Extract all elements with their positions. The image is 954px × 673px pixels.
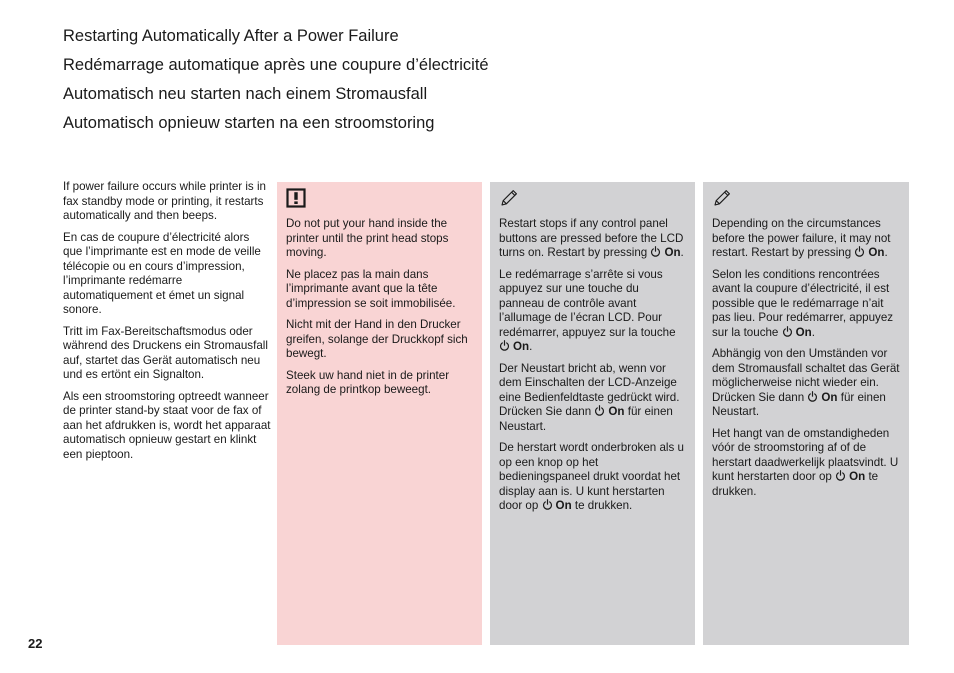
caution-text-en: Do not put your hand inside the printer until the print head stops moving.	[286, 217, 449, 259]
caution-icon	[286, 188, 306, 208]
power-icon	[854, 246, 865, 257]
heading-de: Automatisch neu starten nach einem Stromausfall	[63, 85, 428, 103]
note1-text-en: Restart stops if any control panel buttons are pressed before the LCD turns on. Restart by pressing On.	[499, 217, 684, 259]
intro-text	[63, 180, 271, 469]
power-icon	[542, 499, 553, 510]
caution-text-de: Nicht mit der Hand in den Drucker greifen, solange der Druckkopf sich bewegt.	[286, 318, 468, 360]
on-button-label: On	[664, 246, 681, 259]
power-icon	[499, 340, 510, 351]
on-button-label: On	[795, 325, 812, 339]
heading-nl: Automatisch opnieuw starten na een stroomstoring	[63, 114, 435, 132]
note1-text-nl: De herstart wordt onderbroken als u op een knop op het bedieningspaneel drukt voordat het display aan is. U kunt herstarten door op On te drukken.	[499, 441, 684, 512]
intro-de: Tritt im Fax-Bereitschaftsmodus oder während des Druckens ein Stromausfall auf, startet das Gerät automatisch neu und es ertönt ein Signalton.	[63, 324, 268, 381]
note2-text-nl: Het hangt van de omstandigheden vóór de stroomstoring af of de herstart daadwerkelijk plaatsvindt. U kunt herstarten door op On te drukken.	[712, 426, 899, 498]
on-button-label: On	[608, 405, 625, 418]
power-icon	[782, 326, 793, 337]
note-panel-circumstances	[703, 182, 909, 645]
caution-text-nl: Steek uw hand niet in de printer zolang de printkop beweegt.	[286, 368, 450, 396]
note1-text-de: Der Neustart bricht ab, wenn vor dem Einschalten der LCD-Anzeige eine Bedienfeldtaste gedrückt wird. Drücken Sie dann On für einen Neustart.	[499, 361, 680, 433]
note2-text-en: Depending on the circumstances before the power failure, it may not restart. Restart by pressing On.	[712, 217, 891, 259]
intro-en: If power failure occurs while printer is in fax standby mode or printing, it restarts automatically and then beeps.	[63, 180, 266, 222]
intro-fr: En cas de coupure d’électricité alors que l’imprimante est en mode de veille télécopie ou en cours d’impression, l’imprimante redémarre automatiquement et émet un signal sonore.	[63, 230, 261, 316]
on-button-label: On	[821, 390, 838, 404]
section-headings	[63, 22, 923, 138]
on-button-label: On	[555, 499, 572, 512]
caution-text-fr: Ne placez pas la main dans l’imprimante avant que la tête d’impression se soit immobilisée.	[286, 267, 456, 310]
intro-nl: Als een stroomstoring optreedt wanneer de printer stand-by staat voor de fax of aan het afdrukken is, wordt het apparaat automatisch opnieuw gestart en klinkt een pieptoon.	[63, 389, 271, 461]
on-button-label: On	[513, 340, 530, 353]
note1-text-fr: Le redémarrage s’arrête si vous appuyez sur une touche du panneau de contrôle avant l’allumage de l’écran LCD. Pour redémarrer, appuyez sur la touche On.	[499, 267, 676, 353]
note2-text-fr: Selon les conditions rencontrées avant la coupure d’électricité, il est possible que le redémarrage n’ait pas lieu. Pour redémarrer, appuyez sur la touche On.	[712, 267, 894, 339]
heading-fr: Redémarrage automatique après une coupure d’électricité	[63, 56, 489, 74]
on-button-label: On	[849, 470, 866, 483]
pencil-icon	[712, 188, 732, 208]
power-icon	[650, 246, 661, 257]
pencil-icon	[499, 188, 519, 208]
page-number: 22	[28, 636, 43, 651]
power-icon	[807, 391, 818, 402]
heading-en: Restarting Automatically After a Power Failure	[63, 27, 399, 45]
on-button-label: On	[868, 246, 885, 259]
power-icon	[594, 405, 605, 416]
note2-text-de: Abhängig von den Umständen vor dem Stromausfall schaltet das Gerät möglicherweise nicht wieder ein. Drücken Sie dann On für einen Neustart.	[712, 347, 900, 418]
note-panel-control-buttons	[490, 182, 695, 645]
power-icon	[835, 470, 846, 481]
caution-panel	[277, 182, 482, 645]
